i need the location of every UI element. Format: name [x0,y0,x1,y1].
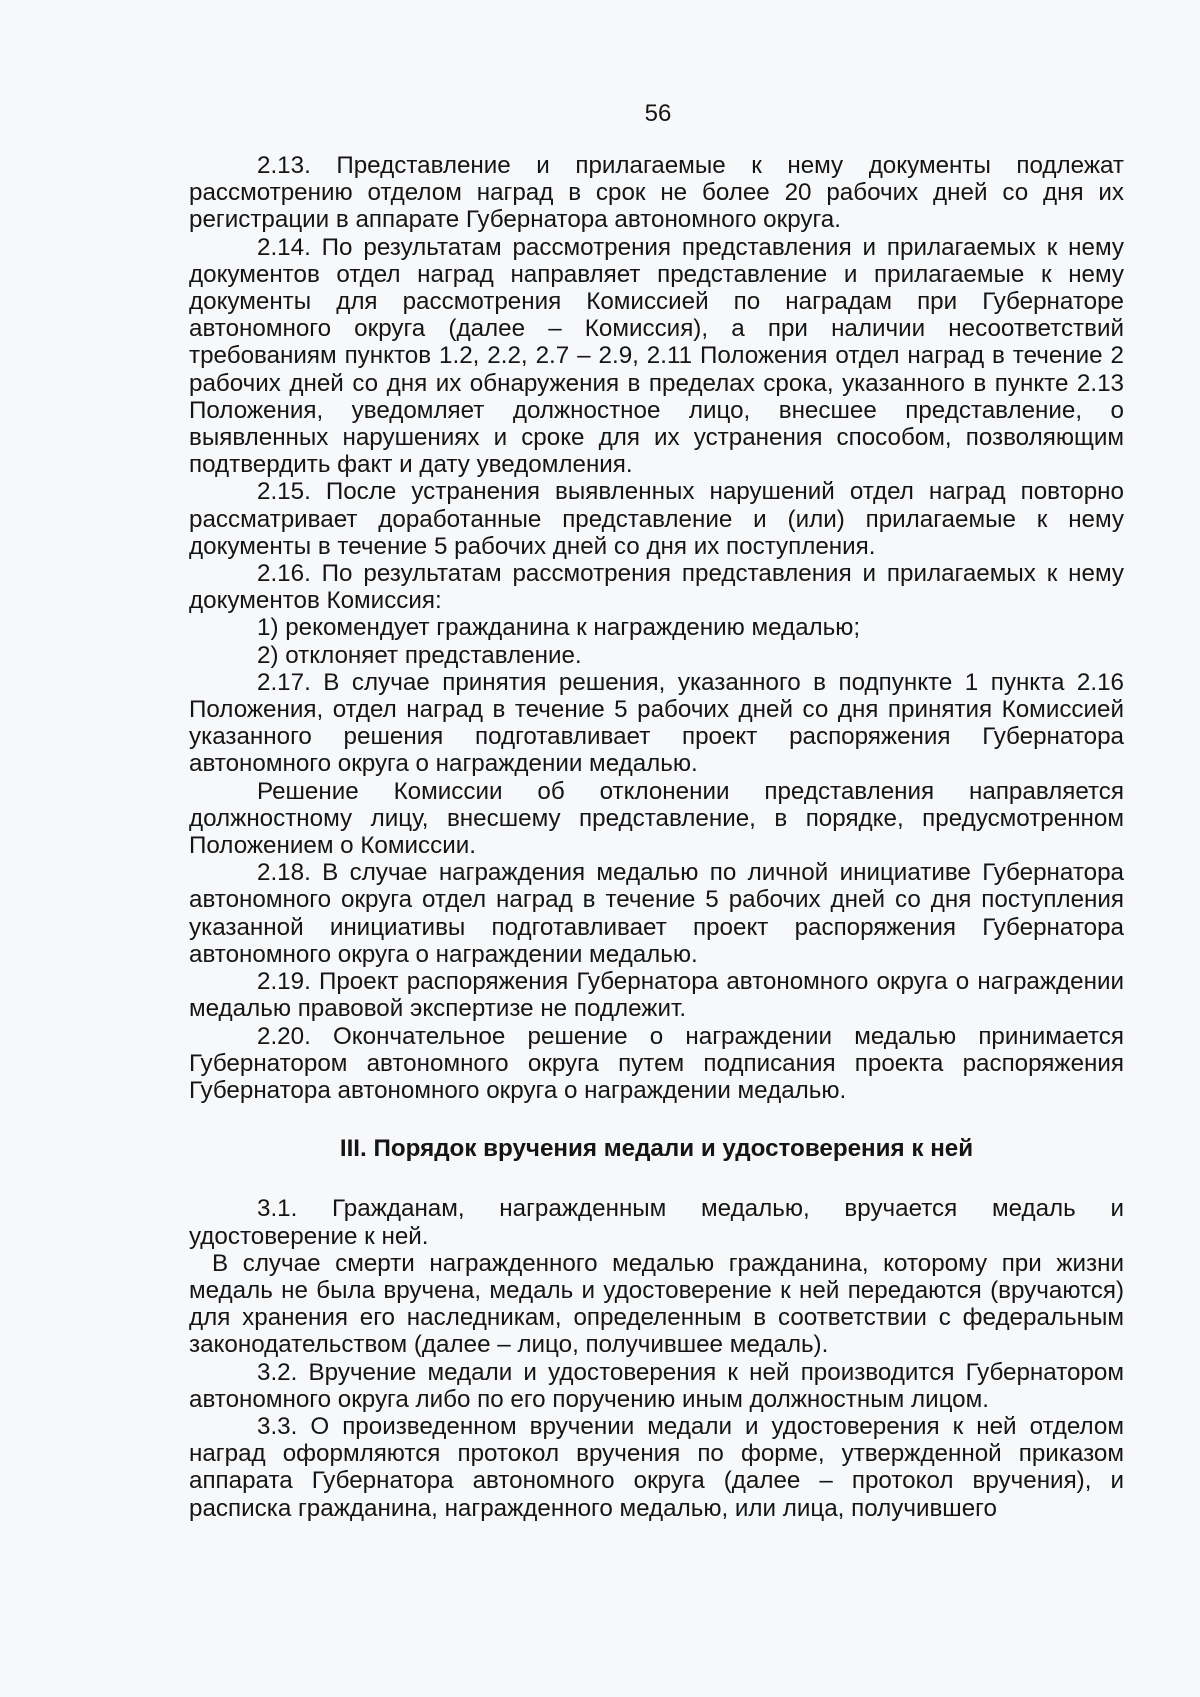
paragraph-2-17-rejection: Решение Комиссии об отклонении представления направляется должностному лицу, внесшему представление, в порядке, предусмотренном Положением о Комиссии. [189,777,1124,860]
paragraph-3-1-death-case: В случае смерти награжденного медалью гражданина, которому при жизни медаль не была вручена, медаль и удостоверение к ней передаются (вручаются) для хранения его наследникам, определенным в соответствии с федеральным законодательством (далее – лицо, получившее медаль). [189,1249,1124,1359]
paragraph-2-20: 2.20. Окончательное решение о награждении медалью принимается Губернатором автономного округа путем подписания проекта распоряжения Губернатора автономного округа о награждении медалью. [189,1022,1124,1104]
paragraph-2-15: 2.15. После устранения выявленных нарушений отдел наград повторно рассматривает доработанные представление и (или) прилагаемые к нему документы в течение 5 рабочих дней со дня их поступления. [189,478,1124,560]
paragraph-3-2: 3.2. Вручение медали и удостоверения к ней производится Губернатором автономного округа либо по его поручению иным должностным лицом. [189,1358,1124,1413]
paragraph-2-14: 2.14. По результатам рассмотрения представления и прилагаемых к нему документов отдел наград направляет представление и прилагаемые к нему документы для рассмотрения Комиссией по наградам при Губернаторе автономного округа (далее – Комиссия), а при наличии несоответствий требованиям пунктов 1.2, 2.2, 2.7 – 2.9, 2.11 Положения отдел наград в течение 2 рабочих дней со дня их обнаружения в пределах срока, указанного в пункте 2.13 Положения, уведомляет должностное лицо, внесшее представление, о выявленных нарушениях и сроке для их устранения способом, позволяющим подтвердить факт и дату уведомления. [189,233,1124,479]
paragraph-2-13: 2.13. Представление и прилагаемые к нему документы подлежат рассмотрению отделом наград в срок не более 20 рабочих дней со дня их регистрации в аппарате Губернатора автономного округа. [189,152,1124,234]
paragraph-2-17: 2.17. В случае принятия решения, указанного в подпункте 1 пункта 2.16 Положения, отдел наград в течение 5 рабочих дней со дня принятия Комиссией указанного решения подготавливает проект распоряжения Губернатора автономного округа о награждении медалью. [189,668,1124,778]
list-item-2-16-1: 1) рекомендует гражданина к награждению медалью; [257,614,861,642]
paragraph-2-18: 2.18. В случае награждения медалью по личной инициативе Губернатора автономного округа отдел наград в течение 5 рабочих дней со дня поступления указанной инициативы подготавливает проект распоряжения Губернатора автономного округа о награждении медалью. [189,859,1124,968]
page-number: 56 [644,100,672,127]
paragraph-2-19: 2.19. Проект распоряжения Губернатора автономного округа о награждении медалью правовой экспертизе не подлежит. [189,968,1124,1023]
section-heading: III. Порядок вручения медали и удостоверения к ней [339,1135,974,1163]
paragraph-3-3: 3.3. О произведенном вручении медали и удостоверения к ней отделом наград оформляются протокол вручения по форме, утвержденной приказом аппарата Губернатора автономного округа (далее – протокол вручения), и расписка гражданина, награжденного медалью, или лица, получившего [189,1412,1124,1522]
document-body [189,152,1124,1522]
paragraph-2-16: 2.16. По результатам рассмотрения представления и прилагаемых к нему документов Комиссия: [189,560,1124,615]
list-item-2-16-2: 2) отклоняет представление. [257,641,582,669]
paragraph-3-1: 3.1. Гражданам, награжденным медалью, вручается медаль и удостоверение к ней. [189,1195,1124,1250]
